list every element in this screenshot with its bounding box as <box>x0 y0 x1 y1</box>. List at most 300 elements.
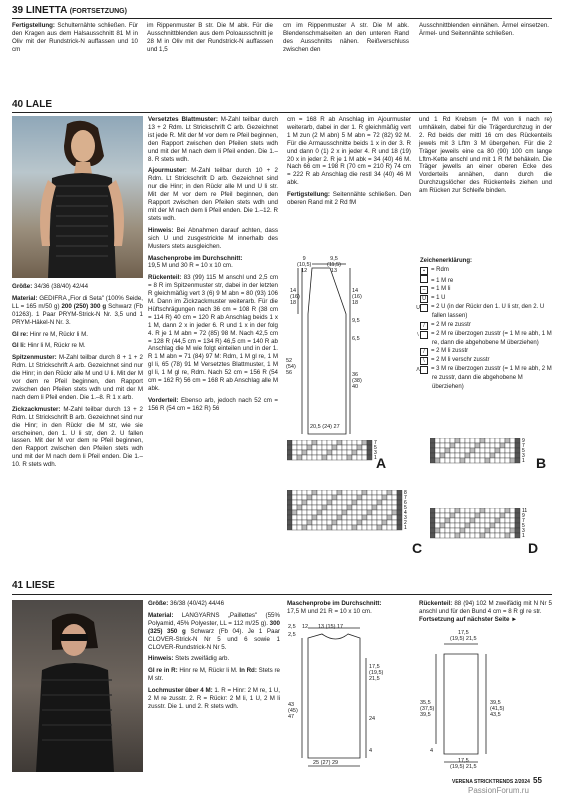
chart-cell <box>515 443 520 448</box>
chart-cell <box>440 528 445 533</box>
chart-d-label: D <box>528 540 539 556</box>
chart-cell <box>445 518 450 523</box>
chart-cell <box>347 440 352 445</box>
chart-cell <box>312 520 317 525</box>
chart-b-grid <box>430 438 532 480</box>
chart-cell <box>342 440 347 445</box>
chart-cell <box>357 455 362 460</box>
chart-cell <box>440 513 445 518</box>
chart-cell <box>307 440 312 445</box>
chart-cell <box>297 490 302 495</box>
chart-cell <box>342 510 347 515</box>
chart-cell <box>500 533 505 538</box>
chart-cell <box>510 523 515 528</box>
chart-cell <box>332 440 337 445</box>
chart-cell <box>297 500 302 505</box>
chart-cell <box>362 525 367 530</box>
chart-cell <box>500 513 505 518</box>
chart-cell <box>352 520 357 525</box>
chart-cell <box>460 458 465 463</box>
chart-cell <box>495 523 500 528</box>
chart-cell <box>490 533 495 538</box>
chart-cell <box>440 533 445 538</box>
chart-cell <box>352 495 357 500</box>
chart-cell <box>470 438 475 443</box>
chart-cell <box>510 443 515 448</box>
chart-cell <box>342 500 347 505</box>
chart-cell <box>352 500 357 505</box>
chart-cell <box>352 505 357 510</box>
chart-a-label: A <box>376 455 387 471</box>
chart-cell <box>500 448 505 453</box>
chart-cell <box>342 515 347 520</box>
chart-cell <box>445 523 450 528</box>
chart-cell <box>440 458 445 463</box>
chart-row-number: 1 <box>522 533 525 539</box>
chart-cell <box>480 508 485 513</box>
chart-cell <box>367 505 372 510</box>
chart-cell <box>495 448 500 453</box>
chart-cell <box>500 523 505 528</box>
chart-cell <box>445 448 450 453</box>
chart-cell <box>362 490 367 495</box>
liese-schematic-sleeve <box>420 630 530 770</box>
chart-cell <box>455 443 460 448</box>
chart-cell <box>297 505 302 510</box>
chart-cell <box>460 528 465 533</box>
chart-cell <box>480 458 485 463</box>
chart-cell <box>367 440 372 445</box>
chart-cell <box>430 518 435 523</box>
chart-cell <box>440 523 445 528</box>
chart-cell <box>470 453 475 458</box>
chart-cell <box>490 508 495 513</box>
chart-cell <box>392 525 397 530</box>
chart-row-number: 1 <box>404 525 407 531</box>
chart-cell <box>377 520 382 525</box>
chart-cell <box>292 445 297 450</box>
sch-95: 9,5 <box>352 318 360 324</box>
chart-cell <box>347 515 352 520</box>
chart-cell <box>460 523 465 528</box>
chart-cell <box>510 528 515 533</box>
chart-cell <box>357 490 362 495</box>
lale-col-2: Versetztes Blattmuster: M-Zahl teilbar durch 13 + 2 Rdm. Lt Strickschrift C arb. Gezeichnet ist jede R. Mit der M vor dem re Pfeil beginnen, den Rapport zwischen den Pfeilen stets wdh und mit der M nach dem li Pfeil enden. Die 1.–8. R stets wdh. Ajourmuster: M-Zahl teilbar durch 10 + 2 Rdm. Lt Strickschrift D arb. Gezeichnet sind nur die Hinr; in den Rückr alle M und U li str. Mit der M vor dem re Pfeil beginnen, den Rapport zwischen den Pfeilen stets wdh und mit der M nach dem li Pfeil enden. Die 1.–12. R stets wdh. Hinweis: Bei Abnahmen darauf achten, dass sich U und zusgestrickte M innerhalb des Musters stets ausgleichen. Maschenprobe im Durchschnitt: 19,5 M und 30 R = 10 x 10 cm. Rückenteil: 83 (99) 115 M anschl und 2,5 cm = 8 R im Spitzenmuster str, dabei in der letzten R gleichmäßig vert 3 (6) 9 M abn = 80 (93) 106 M. Dann im Zickzackmuster weiterarb. Für die Hüftschrägungen nach 36 cm = 108 R (38 cm = 114 R) 40 cm = 120 R ab Anschlag beids 1 x 1 M, dann 2 x in jeder 6. R und 1 x in der folg 4. R je 1 M abn = 72 (85) 98 M. Nach 42,5 cm = 128 R (44,5 cm = 134 R) 46,5 cm = 140 R ab Anschlag die M wie folgt einteilen und in der 1. R 1 M abn = 71 (84) 97 M: Rdm, 1 M gl re, 1 M gl li, 65 (78) 91 M Versetztes Blattmuster, 1 M gl li, 1 M gl re, Rdm. Nach 52 cm = 156 R (54 cm = 162 R) 56 cm = 168 R ab Anschlag alle M abk. Vorderteil: Ebenso arb, jedoch nach 52 cm = 156 R (54 cm = 162 R) 56 <box>148 116 278 412</box>
chart-cell <box>505 438 510 443</box>
legend-item: ▪ = Rdm <box>420 266 554 275</box>
chart-cell <box>327 515 332 520</box>
chart-cell <box>297 450 302 455</box>
chart-cell <box>287 440 292 445</box>
chart-cell <box>510 438 515 443</box>
chart-cell <box>327 440 332 445</box>
watermark: PassionForum.ru <box>468 786 529 795</box>
chart-cell <box>465 508 470 513</box>
chart-cell <box>495 528 500 533</box>
chart-cell <box>312 510 317 515</box>
chart-cell <box>312 505 317 510</box>
chart-cell <box>387 510 392 515</box>
chart-cell <box>372 505 377 510</box>
chart-cell <box>307 445 312 450</box>
chart-cell <box>495 438 500 443</box>
chart-cell <box>440 448 445 453</box>
chart-cell <box>450 518 455 523</box>
chart-cell <box>367 520 372 525</box>
chart-cell <box>465 523 470 528</box>
chart-cell <box>307 495 312 500</box>
chart-cell <box>347 455 352 460</box>
chart-cell <box>372 520 377 525</box>
chart-row-number: 11 <box>522 508 528 514</box>
chart-cell <box>505 443 510 448</box>
chart-cell <box>367 510 372 515</box>
chart-row-number: 7 <box>404 495 407 501</box>
chart-cell <box>307 455 312 460</box>
chart-cell <box>397 490 402 495</box>
chart-cell <box>302 495 307 500</box>
chart-cell <box>495 533 500 538</box>
chart-cell <box>297 520 302 525</box>
chart-cell <box>450 438 455 443</box>
chart-cell <box>302 515 307 520</box>
chart-cell <box>430 508 435 513</box>
divider <box>12 594 552 595</box>
chart-cell <box>490 518 495 523</box>
chart-cell <box>357 510 362 515</box>
chart-cell <box>490 443 495 448</box>
chart-cell <box>292 505 297 510</box>
chart-cell <box>342 455 347 460</box>
chart-cell <box>450 528 455 533</box>
chart-cell <box>342 525 347 530</box>
chart-cell <box>332 515 337 520</box>
chart-cell <box>327 445 332 450</box>
chart-cell <box>397 520 402 525</box>
chart-cell <box>485 443 490 448</box>
sch2-4: 4 <box>430 748 434 754</box>
chart-cell <box>490 528 495 533</box>
chart-cell <box>287 505 292 510</box>
chart-cell <box>297 440 302 445</box>
chart-cell <box>377 515 382 520</box>
legend-item: Λ = 3 M re überzogen zusstr (= 1 M re abh, 2 M re zusstr, dann die abgehobene M überziehen) <box>416 366 552 390</box>
legend-item: – = 1 M li <box>420 285 554 294</box>
chart-cell <box>465 528 470 533</box>
chart-cell <box>485 508 490 513</box>
chart-cell <box>392 500 397 505</box>
chart-cell <box>515 438 520 443</box>
chart-cell <box>485 523 490 528</box>
chart-cell <box>317 505 322 510</box>
chart-cell <box>287 525 292 530</box>
chart-cell <box>322 440 327 445</box>
chart-cell <box>317 440 322 445</box>
chart-cell <box>485 448 490 453</box>
chart-cell <box>367 515 372 520</box>
chart-cell <box>465 458 470 463</box>
chart-cell <box>480 523 485 528</box>
chart-cell <box>337 490 342 495</box>
chart-cell <box>455 523 460 528</box>
chart-cell <box>312 490 317 495</box>
chart-cell <box>485 518 490 523</box>
chart-cell <box>287 450 292 455</box>
sch-left: 43 (45) 47 <box>288 702 298 720</box>
chart-cell <box>367 490 372 495</box>
chart-cell <box>337 440 342 445</box>
chart-cell <box>302 440 307 445</box>
chart-cell <box>485 533 490 538</box>
sch-right-lower: 36 (38) 40 <box>352 372 362 390</box>
chart-cell <box>470 513 475 518</box>
chart-cell <box>460 453 465 458</box>
chart-cell <box>342 490 347 495</box>
chart-cell <box>480 528 485 533</box>
chart-cell <box>382 520 387 525</box>
chart-cell <box>292 450 297 455</box>
chart-cell <box>362 510 367 515</box>
chart-cell <box>435 518 440 523</box>
chart-cell <box>322 525 327 530</box>
sch2-right: 39,5 (41,5) 43,5 <box>490 700 505 718</box>
chart-cell <box>392 505 397 510</box>
chart-cell <box>317 515 322 520</box>
chart-cell <box>292 525 297 530</box>
lale-col-4: und 1 Rd Krebsm (= fM von li nach re) umhäkeln, dabei für die Trägerdurchzug in der 2. Rd beids der mittl 16 cm des Rückenteils jewels mit 3 Lftm 3 M übergehen. Für die 2 Träger jeweils eine ca 80 (90) 100 cm lange Lftm-Kette anschl und mit 1 R fM behäkeln. Die Träger jewells an einer oberen Ecke des Vorderteils annähen, dann durch die Durchzugslöcher des Rückenteils ziehen und am Rücken zur Schleife binden. <box>419 116 552 195</box>
chart-cell <box>362 500 367 505</box>
legend-item: \ = 2 M re überzogen zusstr (= 1 M re abh, 1 M re, dann die abgehobene M überziehen) <box>417 330 552 346</box>
chart-cell <box>302 455 307 460</box>
chart-cell <box>382 525 387 530</box>
chart-cell <box>430 533 435 538</box>
chart-cell <box>307 520 312 525</box>
chart-cell <box>510 533 515 538</box>
chart-cell <box>387 520 392 525</box>
chart-cell <box>435 458 440 463</box>
chart-cell <box>455 513 460 518</box>
chart-cell <box>435 513 440 518</box>
chart-cell <box>307 525 312 530</box>
chart-cell <box>297 445 302 450</box>
chart-cell <box>357 450 362 455</box>
chart-cell <box>440 508 445 513</box>
chart-cell <box>372 490 377 495</box>
chart-cell <box>302 445 307 450</box>
chart-cell <box>450 533 455 538</box>
chart-cell <box>455 508 460 513</box>
chart-cell <box>317 450 322 455</box>
divider <box>12 112 552 113</box>
liese-col-4: Rückenteil: 88 (94) 102 M zweifädig mit N Nr 5 anschl und für den Bund 4 cm = 8 R gl re str. Fortsetzung auf nächster Seite ► <box>419 600 552 623</box>
chart-cell <box>515 523 520 528</box>
sch-bottom: 25 (27) 29 <box>313 760 339 766</box>
chart-cell <box>332 505 337 510</box>
chart-cell <box>362 445 367 450</box>
chart-cell <box>440 453 445 458</box>
chart-cell <box>367 445 372 450</box>
chart-cell <box>500 508 505 513</box>
model-illustration <box>12 600 143 772</box>
chart-cell <box>435 523 440 528</box>
chart-cell <box>367 455 372 460</box>
chart-cell <box>297 510 302 515</box>
symbol-legend <box>416 257 554 392</box>
chart-row-number: 3 <box>374 450 377 456</box>
chart-cell <box>475 438 480 443</box>
chart-cell <box>430 458 435 463</box>
chart-cell <box>500 438 505 443</box>
chart-cell <box>312 525 317 530</box>
chart-cell <box>347 510 352 515</box>
chart-cell <box>430 438 435 443</box>
chart-cell <box>460 443 465 448</box>
chart-cell <box>357 525 362 530</box>
sch-12: 12 <box>302 624 309 630</box>
chart-cell <box>515 508 520 513</box>
chart-row-number: 5 <box>522 448 525 454</box>
chart-cell <box>287 455 292 460</box>
chart-row-number: 9 <box>522 513 525 519</box>
chart-d-grid <box>430 508 534 554</box>
chart-cell <box>455 518 460 523</box>
chart-cell <box>430 453 435 458</box>
lale-col-3: cm = 168 R ab Anschlag im Ajourmuster weiterarb, dabei in der 1. R gleichmäßig vert 1 M zun (2 M abn) 5 M abn = 72 (82) 92 M. Für die Armausschnitte beids 1 x in der 3. R und dann 0 (1) 2 x in jeder 4. R und 18 (19) 20 x in jeder 2. R je 1 M abk = 34 (40) 46 M. Nach 66 cm = 198 R (70 cm = 210 R) 74 cm = 222 R ab Anschlag die restl 34 (40) 46 M abk. Fertigstellung: Seitennähte schließen. Den oberen Rand mit 2 Rd fM <box>287 116 411 207</box>
chart-cell <box>327 520 332 525</box>
chart-row-number: 3 <box>404 515 407 521</box>
chart-cell <box>357 445 362 450</box>
chart-cell <box>367 495 372 500</box>
chart-cell <box>372 500 377 505</box>
chart-cell <box>292 510 297 515</box>
chart-cell <box>455 458 460 463</box>
chart-cell <box>450 523 455 528</box>
chart-cell <box>307 490 312 495</box>
chart-cell <box>465 513 470 518</box>
chart-cell <box>475 528 480 533</box>
chart-cell <box>505 523 510 528</box>
chart-cell <box>292 520 297 525</box>
chart-cell <box>510 518 515 523</box>
chart-cell <box>287 515 292 520</box>
chart-cell <box>357 495 362 500</box>
chart-cell <box>470 533 475 538</box>
chart-row-number: 5 <box>374 445 377 451</box>
chart-cell <box>317 500 322 505</box>
chart-cell <box>357 500 362 505</box>
chart-cell <box>332 525 337 530</box>
chart-cell <box>475 533 480 538</box>
sch-bottom: 20,5 (24) 27 <box>310 424 340 430</box>
chart-cell <box>430 523 435 528</box>
chart-cell <box>367 500 372 505</box>
chart-cell <box>327 490 332 495</box>
chart-cell <box>362 440 367 445</box>
legend-item: / = 2 M re zusstr <box>420 321 554 330</box>
chart-cell <box>382 495 387 500</box>
sch-25b: 2,5 <box>288 632 296 638</box>
chart-cell <box>362 515 367 520</box>
chart-cell <box>287 500 292 505</box>
legend-item: U = 1 U <box>420 294 554 303</box>
chart-cell <box>347 490 352 495</box>
chart-cell <box>292 440 297 445</box>
chart-cell <box>322 490 327 495</box>
chart-cell <box>505 448 510 453</box>
section-title-liese: 41 LIESE <box>12 580 55 591</box>
chart-cell <box>460 513 465 518</box>
chart-cell <box>327 455 332 460</box>
chart-cell <box>317 495 322 500</box>
chart-cell <box>342 505 347 510</box>
chart-cell <box>292 495 297 500</box>
chart-cell <box>500 443 505 448</box>
chart-row-number: 4 <box>404 510 407 516</box>
chart-cell <box>387 500 392 505</box>
chart-cell <box>515 518 520 523</box>
chart-row-number: 7 <box>522 518 525 524</box>
sch-top2: 13 (15) 17 <box>318 624 344 630</box>
chart-cell <box>470 523 475 528</box>
chart-cell <box>337 525 342 530</box>
chart-cell <box>387 490 392 495</box>
chart-cell <box>445 533 450 538</box>
chart-cell <box>485 453 490 458</box>
chart-cell <box>362 455 367 460</box>
chart-cell <box>495 453 500 458</box>
chart-cell <box>480 448 485 453</box>
chart-cell <box>450 448 455 453</box>
chart-cell <box>382 500 387 505</box>
chart-cell <box>445 443 450 448</box>
chart-c-label: C <box>412 540 423 556</box>
chart-cell <box>297 495 302 500</box>
chart-cell <box>515 528 520 533</box>
chart-cell <box>332 495 337 500</box>
chart-cell <box>435 533 440 538</box>
linetta-col-3: cm im Rippenmuster A str. Die M abk. Blendenschmalseiten an den unteren Rand des Ausschnitts nähen. Reißverschluss zwischen den <box>283 22 409 53</box>
chart-cell <box>475 508 480 513</box>
chart-cell <box>292 515 297 520</box>
chart-cell <box>362 505 367 510</box>
chart-cell <box>465 518 470 523</box>
chart-cell <box>327 500 332 505</box>
chart-cell <box>312 445 317 450</box>
chart-cell <box>475 448 480 453</box>
section-title-lale: 40 LALE <box>12 99 53 110</box>
chart-cell <box>460 438 465 443</box>
chart-cell <box>287 510 292 515</box>
liese-probe: Maschenprobe im Durchschnitt: 17,5 M und 21 R = 10 x 10 cm. <box>287 600 382 615</box>
linetta-col-2: im Rippenmuster B str. Die M abk. Für die Ausschnittblenden aus dem Poloausschnitt je 28 M in Oliv mit der Rundstrick-N auffassen und 1,5 <box>147 22 273 53</box>
chart-cell <box>307 450 312 455</box>
chart-cell <box>490 453 495 458</box>
model-photo-lale <box>12 116 143 278</box>
chart-cell <box>485 528 490 533</box>
chart-cell <box>387 495 392 500</box>
chart-cell <box>327 525 332 530</box>
chart-cell <box>317 525 322 530</box>
chart-cell <box>337 455 342 460</box>
chart-cell <box>490 523 495 528</box>
chart-cell <box>387 505 392 510</box>
chart-cell <box>342 450 347 455</box>
sch-right-upper: 14 (16) 18 <box>352 288 362 306</box>
chart-cell <box>515 448 520 453</box>
chart-cell <box>382 505 387 510</box>
chart-cell <box>435 438 440 443</box>
chart-cell <box>352 440 357 445</box>
